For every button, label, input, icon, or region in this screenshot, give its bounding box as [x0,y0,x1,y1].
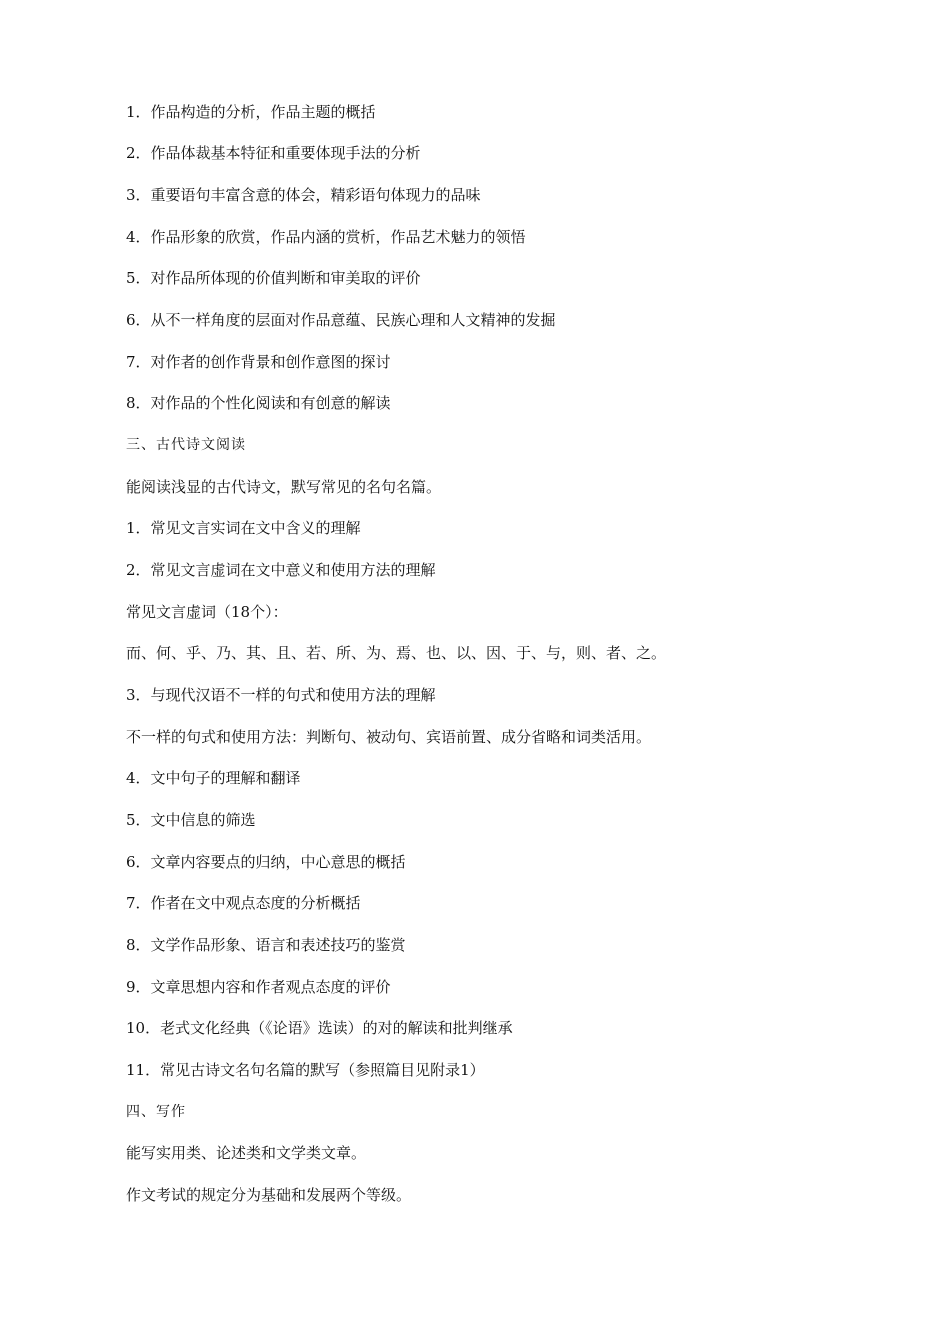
paragraph: 能阅读浅显的古代诗文，默写常见的名句名篇。 [126,478,442,496]
list-item: 3．与现代汉语不一样的句式和使用方法的理解 [126,686,436,704]
section-heading: 三、古代诗文阅读 [126,437,246,453]
section-heading: 四、写作 [126,1104,186,1120]
list-item: 1．作品构造的分析，作品主题的概括 [126,103,376,121]
list-item: 5．对作品所体现的价值判断和审美取的评价 [126,269,421,287]
list-item: 9．文章思想内容和作者观点态度的评价 [126,978,391,996]
list-item: 3．重要语句丰富含意的体会，精彩语句体现力的品味 [126,186,481,204]
paragraph: 作文考试的规定分为基础和发展两个等级。 [126,1186,412,1204]
list-item: 7．对作者的创作背景和创作意图的探讨 [126,353,391,371]
list-item: 8．文学作品形象、语言和表述技巧的鉴赏 [126,936,406,954]
list-item: 5．文中信息的筛选 [126,811,256,829]
list-item: 4．作品形象的欣赏，作品内涵的赏析，作品艺术魅力的领悟 [126,228,526,246]
list-item: 2．常见文言虚词在文中意义和使用方法的理解 [126,561,436,579]
paragraph: 常见文言虚词（18个）： [126,603,288,621]
list-item: 10．老式文化经典（《论语》选读）的对的解读和批判继承 [126,1019,513,1037]
list-item: 11．常见古诗文名句名篇的默写（参照篇目见附录1） [126,1061,485,1079]
paragraph: 能写实用类、论述类和文学类文章。 [126,1144,367,1162]
list-item: 1．常见文言实词在文中含义的理解 [126,519,361,537]
list-item: 6．从不一样角度的层面对作品意蕴、民族心理和人文精神的发掘 [126,311,556,329]
list-item: 4．文中句子的理解和翻译 [126,769,301,787]
list-item: 6．文章内容要点的归纳，中心意思的概括 [126,853,406,871]
paragraph: 不一样的句式和使用方法：判断句、被动句、宾语前置、成分省略和词类活用。 [126,728,652,746]
paragraph: 而、何、乎、乃、其、且、若、所、为、焉、也、以、因、于、与，则、者、之。 [126,644,667,662]
list-item: 2．作品体裁基本特征和重要体现手法的分析 [126,144,421,162]
list-item: 8．对作品的个性化阅读和有创意的解读 [126,394,391,412]
list-item: 7．作者在文中观点态度的分析概括 [126,894,361,912]
